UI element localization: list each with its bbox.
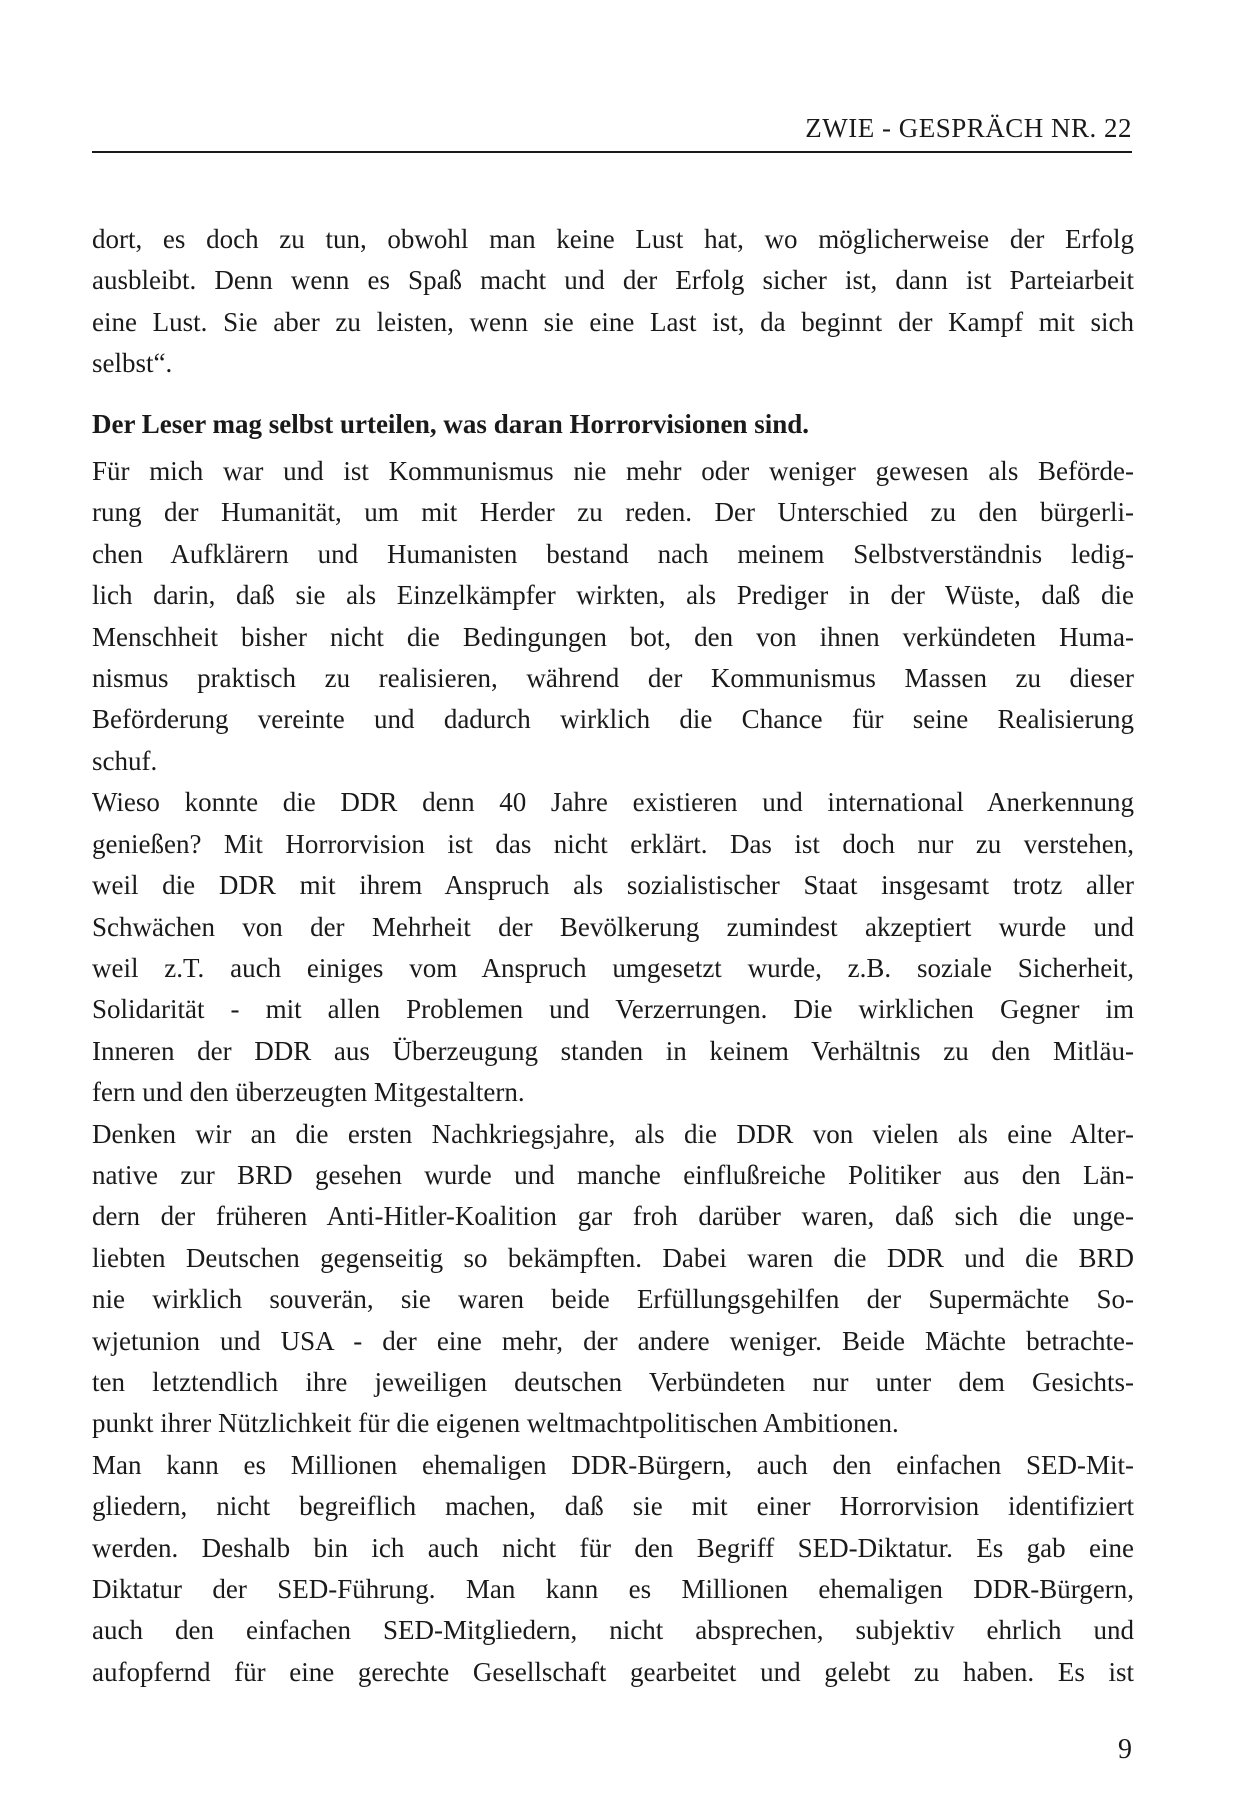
text-line: genießen? Mit Horrorvision ist das nicht erklärt. Das ist doch nur zu verstehen,	[92, 828, 1134, 859]
text-line: eine Lust. Sie aber zu leisten, wenn sie eine Last ist, da beginnt der Kampf mit sich	[92, 306, 1134, 337]
text-line: selbst“.	[92, 348, 173, 379]
paragraph-2	[92, 451, 1134, 782]
paragraph-3	[92, 782, 1134, 1113]
text-line: gliedern, nicht begreiflich machen, daß sie mit einer Horrorvision identifiziert	[92, 1491, 1134, 1522]
paragraph-4	[92, 1114, 1134, 1445]
text-line: Schwächen von der Mehrheit der Bevölkerung zumindest akzeptiert wurde und	[92, 911, 1134, 942]
text-line: Menschheit bisher nicht die Bedingungen bot, den von ihnen verkündeten Huma-	[92, 621, 1134, 652]
text-line: ten letztendlich ihre jeweiligen deutschen Verbündeten nur unter dem Gesichts-	[92, 1366, 1134, 1397]
text-line: Inneren der DDR aus Überzeugung standen in keinem Verhältnis zu den Mitläu-	[92, 1035, 1134, 1066]
text-line: dern der früheren Anti-Hitler-Koalition gar froh darüber waren, daß sich die unge-	[92, 1201, 1134, 1232]
text-line: liebten Deutschen gegenseitig so bekämpften. Dabei waren die DDR und die BRD	[92, 1242, 1134, 1273]
running-header: ZWIE - GESPRÄCH NR. 22	[805, 113, 1132, 143]
text-line: aufopfernd für eine gerechte Gesellschaft gearbeitet und gelebt zu haben. Es ist	[92, 1656, 1134, 1687]
text-line: lich darin, daß sie als Einzelkämpfer wirkten, als Prediger in der Wüste, daß die	[92, 580, 1134, 611]
page-number: 9	[1118, 1734, 1132, 1765]
text-line: Solidarität - mit allen Problemen und Verzerrungen. Die wirklichen Gegner im	[92, 994, 1134, 1025]
text-line: schuf.	[92, 745, 158, 776]
text-line: werden. Deshalb bin ich auch nicht für den Begriff SED-Diktatur. Es gab eine	[92, 1532, 1134, 1563]
header-rule	[92, 151, 1132, 153]
text-line: weil die DDR mit ihrem Anspruch als sozialistischer Staat insgesamt trotz aller	[92, 870, 1134, 901]
text-line: fern und den überzeugten Mitgestaltern.	[92, 1077, 525, 1108]
paragraph-1	[92, 219, 1134, 385]
text-line: ausbleibt. Denn wenn es Spaß macht und der Erfolg sicher ist, dann ist Parteiarbeit	[92, 265, 1134, 296]
text-line: chen Aufklärern und Humanisten bestand nach meinem Selbstverständnis ledig-	[92, 538, 1134, 569]
text-line: auch den einfachen SED-Mitgliedern, nicht absprechen, subjektiv ehrlich und	[92, 1615, 1134, 1646]
body-text	[92, 219, 1134, 1693]
text-line: Man kann es Millionen ehemaligen DDR-Bürgern, auch den einfachen SED-Mit-	[92, 1449, 1134, 1480]
text-line: wjetunion und USA - der eine mehr, der andere weniger. Beide Mächte betrachte-	[92, 1325, 1134, 1356]
text-line: Diktatur der SED-Führung. Man kann es Millionen ehemaligen DDR-Bürgern,	[92, 1574, 1134, 1604]
bold-heading: Der Leser mag selbst urteilen, was daran Horrorvisionen sind.	[92, 408, 809, 439]
text-line: Wieso konnte die DDR denn 40 Jahre existieren und international Anerkennung	[92, 787, 1134, 818]
text-line: Beförderung vereinte und dadurch wirklich die Chance für seine Realisierung	[92, 704, 1134, 735]
text-line: native zur BRD gesehen wurde und manche einflußreiche Politiker aus den Län-	[92, 1159, 1134, 1190]
text-line: weil z.T. auch einiges vom Anspruch umgesetzt wurde, z.B. soziale Sicherheit,	[92, 952, 1134, 983]
text-line: nie wirklich souverän, sie waren beide Erfüllungsgehilfen der Supermächte So-	[92, 1284, 1134, 1315]
text-line: Für mich war und ist Kommunismus nie mehr oder weniger gewesen als Beförde-	[92, 456, 1134, 487]
text-line: dort, es doch zu tun, obwohl man keine Lust hat, wo möglicherweise der Erfolg	[92, 224, 1134, 254]
text-line: Denken wir an die ersten Nachkriegsjahre, als die DDR von vielen als eine Alter-	[92, 1118, 1134, 1149]
text-line: punkt ihrer Nützlichkeit für die eigenen weltmachtpolitischen Ambitionen.	[92, 1408, 899, 1439]
text-line: rung der Humanität, um mit Herder zu reden. Der Unterschied zu den bürgerli-	[92, 497, 1134, 528]
paragraph-5	[92, 1445, 1134, 1693]
text-line: nismus praktisch zu realisieren, während der Kommunismus Massen zu dieser	[92, 663, 1134, 694]
